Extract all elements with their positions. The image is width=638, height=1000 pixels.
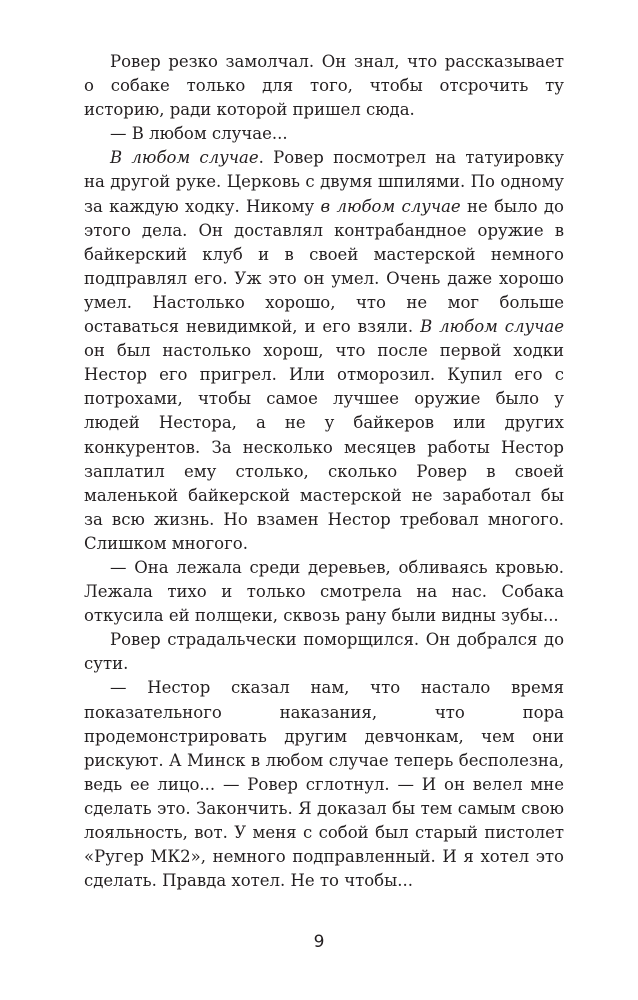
paragraph-2: [84, 122, 564, 146]
text-run: Ровер страдальчески поморщился. Он добрался до сути.: [84, 630, 564, 674]
italic-run: В любом случае: [420, 317, 564, 337]
text-run: . Ровер посмотрел на татуировку на другой руке. Церковь с двумя шпилями. По одному за каждую ходку. Никому: [84, 148, 564, 216]
italic-run: в любом случае: [320, 196, 461, 216]
text-run: — В любом случае...: [110, 124, 288, 144]
paragraph-4: [84, 556, 564, 628]
paragraph-6: [84, 676, 564, 893]
page-number: 9: [313, 932, 325, 952]
italic-run: В любом случае: [110, 148, 259, 168]
body-text: [84, 50, 564, 893]
text-run: не было до этого дела. Он доставлял контрабандное оружие в байкерский клуб и в своей мастерской немного подправлял его. Уж это он умел. Очень даже хорошо умел. Настолько хорошо, что не мог больше оставаться невидимкой, и его взяли.: [84, 196, 564, 337]
text-run: Ровер резко замолчал. Он знал, что рассказывает о собаке только для того, чтобы отсрочить ту историю, ради которой пришел сюда.: [84, 52, 564, 120]
text-run: он был настолько хорош, что после первой ходки Нестор его пригрел. Или отморозил. Купил его с потрохами, чтобы самое лучшее оружие было у людей Нестора, а не у байкеров или других конкурентов. За несколько месяцев работы Нестор заплатил ему столько, сколько Ровер в своей маленькой байкерской мастерской не заработал бы за всю жизнь. Но взамен Нестор требовал многого. Слишком многого.: [84, 341, 564, 553]
paragraph-1: [84, 50, 564, 122]
paragraph-5: [84, 628, 564, 676]
text-run: — Нестор сказал нам, что настало время показательного наказания, что пора продемонстрировать другим девчонкам, чем они рискуют. А Минск в любом случае теперь бесполезна, ведь ее лицо... — Ровер сглотнул. — И он велел мне сделать это. Закончить. Я доказал бы тем самым свою лояльность, вот. У меня с собой был старый пистолет «Ругер МК2», немного подправленный. И я хотел это сделать. Правда хотел. Не то чтобы...: [84, 678, 564, 891]
paragraph-3: [84, 146, 564, 556]
text-run: — Она лежала среди деревьев, обливаясь кровью. Лежала тихо и только смотрела на нас. Собака откусила ей полщеки, сквозь рану были видны зубы...: [84, 557, 564, 626]
